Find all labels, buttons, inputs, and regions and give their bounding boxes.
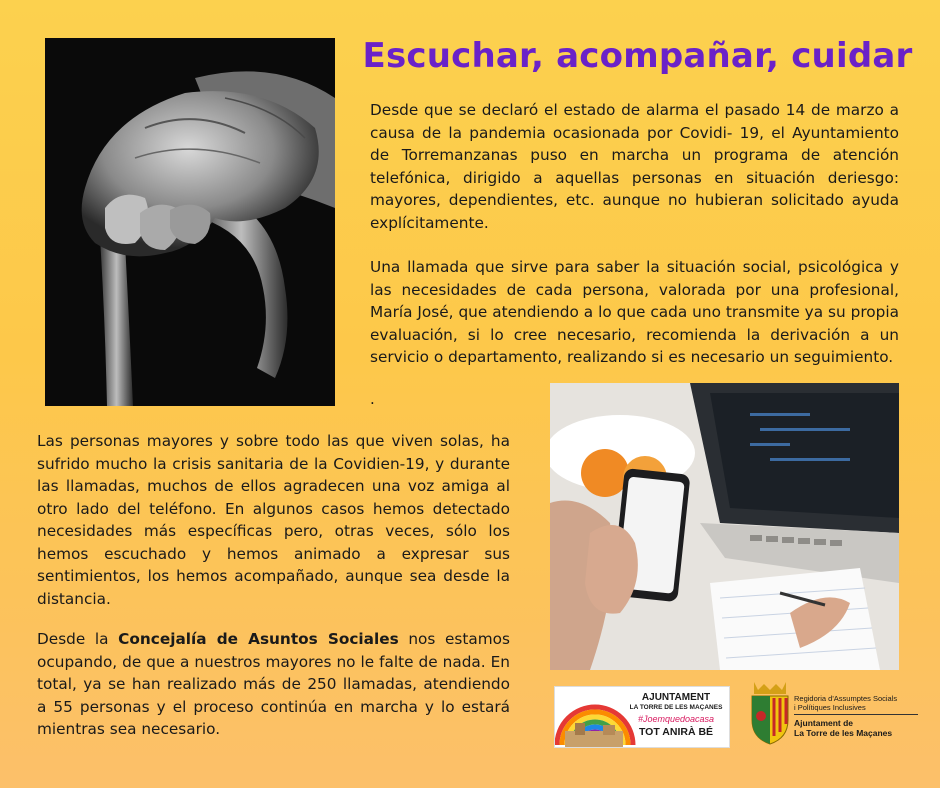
concejalia-name: Concejalía de Asuntos Sociales	[118, 630, 399, 648]
regidoria-logo	[748, 678, 918, 748]
regidoria-line3: Ajuntament de	[794, 718, 854, 728]
logo-slogan: TOT ANIRÀ BÉ	[638, 726, 714, 738]
intro-paragraph: Desde que se declaró el estado de alarma el pasado 14 de marzo a causa de la pandemia ocasionada por Covidi- 19, el Ayuntamiento de Torremanzanas puso en marcha un programa de atención telefónica, dirigido a aquellas personas en situación deriesgo: mayores, dependientes, etc. aunque no hubieran solicitado ayuda explícitamente.	[370, 101, 899, 232]
p4-text-before: Desde la	[37, 630, 119, 648]
elderly-hands-photo	[45, 38, 335, 406]
logo-ajuntament-label: AJUNTAMENT	[641, 692, 711, 703]
regidoria-line2: i Polítiques Inclusives	[794, 703, 918, 715]
page-title: Escuchar, acompañar, cuidar	[362, 36, 913, 76]
p4-text-after: nos estamos ocupando, de que a nuestros mayores no le falte de nada. En total, ya se han realizado más de 250 llamadas, atendiendo a 55 personas y el proceso continúa en marcha y lo estará mientras sea necesario.	[37, 630, 510, 738]
regidoria-line1: Regidoria d'Assumptes Socials	[794, 694, 898, 703]
town-crest-icon	[748, 680, 792, 746]
regidoria-line4: La Torre de les Maçanes	[794, 728, 893, 738]
separator-dot: .	[370, 390, 375, 408]
phone-photo	[550, 383, 899, 670]
logo-town-label: LA TORRE DE LES MAÇANES	[629, 704, 723, 711]
elderly-paragraph: Las personas mayores y sobre todo las que viven solas, ha sufrido mucho la crisis sanitaria de la Covidien-19, y durante las llamadas, muchos de ellos agradecen una voz amiga al otro lado del teléfono. En algunos casos hemos detectado necesidades más específicas pero, otras veces, sólo los hemos escuchado y hemos animado a expresar sus sentimientos, los hemos acompañado, aunque sea desde la distancia.	[37, 432, 510, 608]
logo-hashtag: #Joemquedoacasa	[637, 714, 715, 724]
concejalia-paragraph	[37, 628, 510, 741]
ajuntament-campaign-logo	[554, 686, 730, 748]
call-paragraph: Una llamada que sirve para saber la situación social, psicológica y las necesidades de cada persona, valorada por una profesional, María José, que atendiendo a lo que cada uno transmite ya su propia evaluación, si lo cree necesario, recomienda la derivación a un servicio o departamento, realizando si es necesario un seguimiento.	[370, 258, 899, 366]
